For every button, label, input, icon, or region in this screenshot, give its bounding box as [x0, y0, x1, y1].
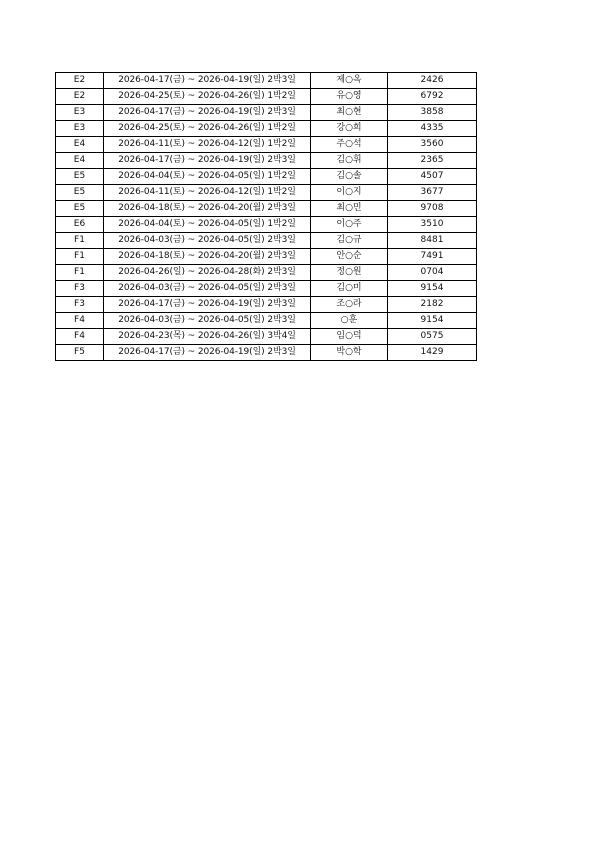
guest-name-cell: 박○학: [311, 345, 388, 361]
code-cell: 6792: [388, 89, 477, 105]
table-row: [56, 233, 477, 249]
code-cell: 1429: [388, 345, 477, 361]
room-cell: E2: [56, 73, 104, 89]
period-cell: 2026-04-04(토) ~ 2026-04-05(일) 1박2일: [104, 169, 311, 185]
room-cell: F4: [56, 329, 104, 345]
period-cell: 2026-04-03(금) ~ 2026-04-05(일) 2박3일: [104, 313, 311, 329]
room-cell: E5: [56, 201, 104, 217]
table-row: [56, 153, 477, 169]
table-row: [56, 249, 477, 265]
table-row: [56, 185, 477, 201]
guest-name-cell: 정○원: [311, 265, 388, 281]
period-cell: 2026-04-17(금) ~ 2026-04-19(일) 2박3일: [104, 105, 311, 121]
period-cell: 2026-04-17(금) ~ 2026-04-19(일) 2박3일: [104, 297, 311, 313]
guest-name-cell: 임○덕: [311, 329, 388, 345]
guest-name-cell: 유○영: [311, 89, 388, 105]
guest-name-cell: 이○지: [311, 185, 388, 201]
period-cell: 2026-04-18(토) ~ 2026-04-20(월) 2박3일: [104, 249, 311, 265]
period-cell: 2026-04-04(토) ~ 2026-04-05(일) 1박2일: [104, 217, 311, 233]
table-row: [56, 313, 477, 329]
guest-name-cell: 강○희: [311, 121, 388, 137]
table-row: [56, 137, 477, 153]
room-cell: E6: [56, 217, 104, 233]
period-cell: 2026-04-11(토) ~ 2026-04-12(일) 1박2일: [104, 185, 311, 201]
code-cell: 3510: [388, 217, 477, 233]
table-row: [56, 73, 477, 89]
guest-name-cell: 최○민: [311, 201, 388, 217]
table-row: [56, 281, 477, 297]
period-cell: 2026-04-26(일) ~ 2026-04-28(화) 2박3일: [104, 265, 311, 281]
guest-name-cell: ○훈: [311, 313, 388, 329]
room-cell: F4: [56, 313, 104, 329]
room-cell: E4: [56, 137, 104, 153]
code-cell: 2365: [388, 153, 477, 169]
room-cell: F3: [56, 297, 104, 313]
guest-name-cell: 조○라: [311, 297, 388, 313]
guest-name-cell: 최○현: [311, 105, 388, 121]
code-cell: 4335: [388, 121, 477, 137]
code-cell: 3858: [388, 105, 477, 121]
guest-name-cell: 제○옥: [311, 73, 388, 89]
code-cell: 2182: [388, 297, 477, 313]
spreadsheet-page: [55, 72, 477, 361]
table-row: [56, 89, 477, 105]
table-row: [56, 105, 477, 121]
room-cell: F1: [56, 233, 104, 249]
period-cell: 2026-04-03(금) ~ 2026-04-05(일) 2박3일: [104, 281, 311, 297]
period-cell: 2026-04-23(목) ~ 2026-04-26(일) 3박4일: [104, 329, 311, 345]
code-cell: 7491: [388, 249, 477, 265]
period-cell: 2026-04-17(금) ~ 2026-04-19(일) 2박3일: [104, 345, 311, 361]
period-cell: 2026-04-25(토) ~ 2026-04-26(일) 1박2일: [104, 89, 311, 105]
guest-name-cell: 김○휘: [311, 153, 388, 169]
period-cell: 2026-04-17(금) ~ 2026-04-19(일) 2박3일: [104, 153, 311, 169]
table-row: [56, 169, 477, 185]
period-cell: 2026-04-11(토) ~ 2026-04-12(일) 1박2일: [104, 137, 311, 153]
period-cell: 2026-04-17(금) ~ 2026-04-19(일) 2박3일: [104, 73, 311, 89]
reservation-table-body: [56, 73, 477, 361]
code-cell: 0575: [388, 329, 477, 345]
guest-name-cell: 김○규: [311, 233, 388, 249]
code-cell: 8481: [388, 233, 477, 249]
guest-name-cell: 주○석: [311, 137, 388, 153]
room-cell: F1: [56, 249, 104, 265]
table-row: [56, 121, 477, 137]
code-cell: 2426: [388, 73, 477, 89]
table-row: [56, 201, 477, 217]
code-cell: 4507: [388, 169, 477, 185]
guest-name-cell: 이○주: [311, 217, 388, 233]
table-row: [56, 297, 477, 313]
room-cell: F1: [56, 265, 104, 281]
table-row: [56, 329, 477, 345]
room-cell: E4: [56, 153, 104, 169]
code-cell: 3677: [388, 185, 477, 201]
code-cell: 9708: [388, 201, 477, 217]
guest-name-cell: 안○순: [311, 249, 388, 265]
guest-name-cell: 김○솔: [311, 169, 388, 185]
reservation-table: [55, 72, 477, 361]
guest-name-cell: 김○미: [311, 281, 388, 297]
room-cell: F3: [56, 281, 104, 297]
period-cell: 2026-04-03(금) ~ 2026-04-05(일) 2박3일: [104, 233, 311, 249]
code-cell: 3560: [388, 137, 477, 153]
period-cell: 2026-04-25(토) ~ 2026-04-26(일) 1박2일: [104, 121, 311, 137]
room-cell: E2: [56, 89, 104, 105]
room-cell: F5: [56, 345, 104, 361]
code-cell: 9154: [388, 281, 477, 297]
room-cell: E5: [56, 169, 104, 185]
room-cell: E5: [56, 185, 104, 201]
code-cell: 9154: [388, 313, 477, 329]
period-cell: 2026-04-18(토) ~ 2026-04-20(월) 2박3일: [104, 201, 311, 217]
table-row: [56, 345, 477, 361]
table-row: [56, 217, 477, 233]
table-row: [56, 265, 477, 281]
room-cell: E3: [56, 121, 104, 137]
room-cell: E3: [56, 105, 104, 121]
code-cell: 0704: [388, 265, 477, 281]
